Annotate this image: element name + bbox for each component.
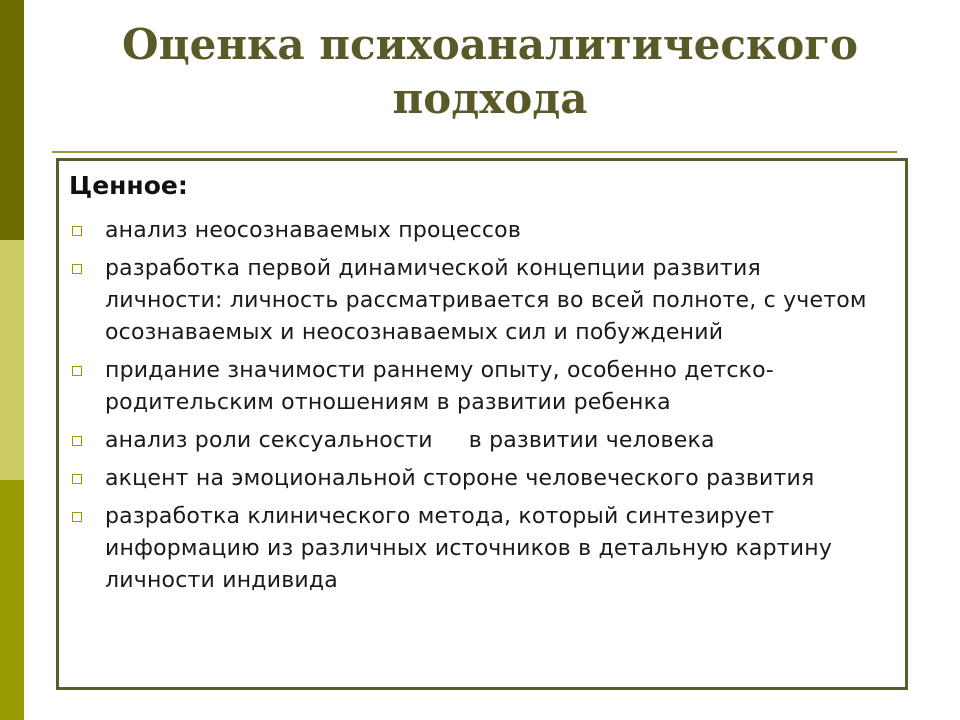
list-item-text: разработка клинического метода, который синтезирует информацию из различных источников в детальную картину личности индивида: [105, 504, 833, 593]
list-item-text: разработка первой динамической концепции развития личности: личность рассматривается во всей полноте, с учетом осознаваемых и неосознаваемых сил и побуждений: [105, 256, 867, 345]
square-bullet-icon: [72, 366, 82, 376]
square-bullet-icon: [72, 226, 82, 236]
square-bullet-icon: [72, 512, 82, 522]
square-bullet-icon: [72, 436, 82, 446]
content-box: [56, 158, 908, 690]
side-bar-top: [0, 0, 24, 240]
title-divider: [52, 151, 897, 153]
square-bullet-icon: [72, 264, 82, 274]
list-item: [69, 463, 885, 495]
list-item: [69, 253, 885, 349]
list-item: [69, 501, 885, 597]
list-item-text: анализ роли сексуальности в развитии человека: [105, 428, 715, 453]
bullet-list: [69, 215, 885, 597]
list-item: [69, 355, 885, 419]
list-item: [69, 215, 885, 247]
content-heading: Ценное:: [69, 171, 188, 200]
side-bar-bottom: [0, 480, 24, 720]
square-bullet-icon: [72, 474, 82, 484]
side-bar-middle: [0, 240, 24, 480]
list-item-text: анализ неосознаваемых процессов: [105, 218, 521, 243]
list-item-text: акцент на эмоциональной стороне человеческого развития: [105, 466, 815, 491]
list-item: [69, 425, 885, 457]
list-item-text: придание значимости раннему опыту, особенно детско-родительским отношениям в развитии ребенка: [105, 358, 774, 415]
slide-title: Оценка психоаналитического подхода: [121, 20, 858, 123]
